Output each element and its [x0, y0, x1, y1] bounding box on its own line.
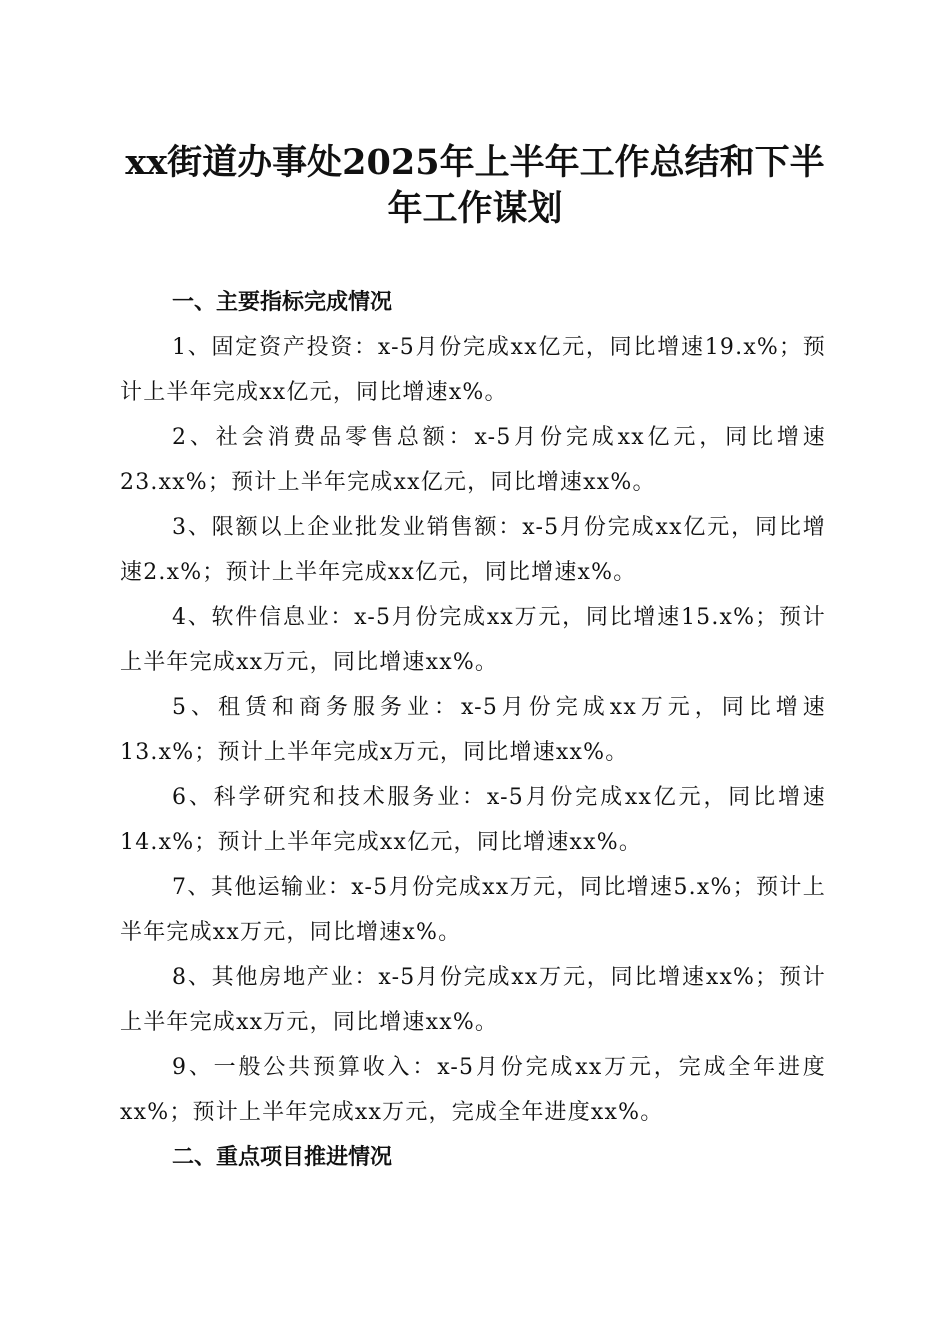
paragraph-item-2: 2、社会消费品零售总额：x-5月份完成xx亿元，同比增速23.xx%；预计上半年完成xx亿元，同比增速xx%。	[120, 425, 826, 495]
paragraph-item-1: 1、固定资产投资：x-5月份完成xx亿元，同比增速19.x%；预计上半年完成xx亿元，同比增速x%。	[120, 335, 826, 405]
section-heading-indicators: 一、主要指标完成情况	[172, 290, 393, 315]
paragraph-item-7: 7、其他运输业：x-5月份完成xx万元，同比增速5.x%；预计上半年完成xx万元，同比增速x%。	[120, 875, 826, 945]
paragraph-item-5: 5、租赁和商务服务业：x-5月份完成xx万元，同比增速13.x%；预计上半年完成x万元，同比增速xx%。	[120, 695, 826, 765]
document-title: xx街道办事处2025年上半年工作总结和下半年工作谋划	[125, 142, 825, 229]
paragraph-item-8: 8、其他房地产业：x-5月份完成xx万元，同比增速xx%；预计上半年完成xx万元，同比增速xx%。	[120, 965, 826, 1035]
paragraph-item-6: 6、科学研究和技术服务业：x-5月份完成xx亿元，同比增速14.x%；预计上半年完成xx亿元，同比增速xx%。	[120, 785, 826, 855]
section-heading-projects: 二、重点项目推进情况	[172, 1145, 393, 1170]
paragraph-item-4: 4、软件信息业：x-5月份完成xx万元，同比增速15.x%；预计上半年完成xx万元，同比增速xx%。	[120, 605, 826, 675]
document-body	[120, 280, 826, 1180]
paragraph-item-9: 9、一般公共预算收入：x-5月份完成xx万元，完成全年进度xx%；预计上半年完成xx万元，完成全年进度xx%。	[120, 1055, 826, 1125]
paragraph-item-3: 3、限额以上企业批发业销售额：x-5月份完成xx亿元，同比增速2.x%；预计上半年完成xx亿元，同比增速x%。	[120, 515, 826, 585]
